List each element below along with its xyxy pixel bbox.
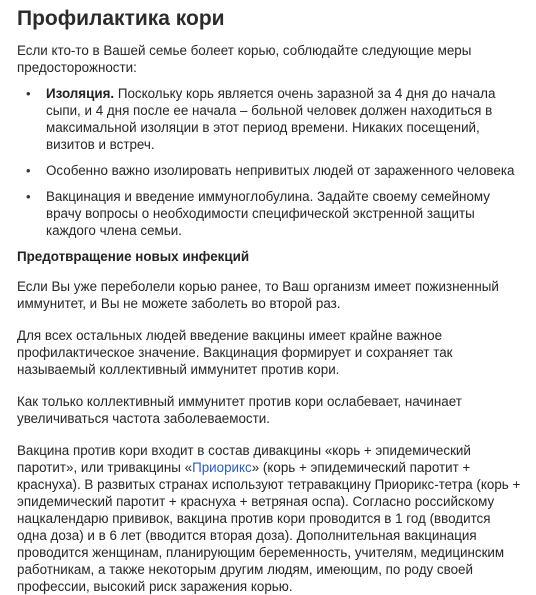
paragraph-vaccine-composition: [17, 442, 522, 595]
list-item-text: Особенно важно изолировать непривитых людей от зараженного человека: [46, 163, 515, 178]
intro-text: Если кто-то в Вашей семье болеет корью, соблюдайте следующие меры предосторожности:: [17, 43, 472, 75]
paragraph-text: » (корь + эпидемический паротит + краснуха). В развитых странах используют тетравакцину Приорикс-тетра (корь + эпидемический паротит + краснуха + ветряная оспа). Согласно российскому нацкалендарю прививок, вакцина против кори проводится в 1 год (вводится одна доза) и в 6 лет (вводится вторая доза). Дополнительная вакцинация проводится женщинам, планирующим беременность, учителям, медицинским работникам, а также некоторым другим людям, имеющим, по роду своей профессии, высокий риск заражения корью.: [17, 460, 521, 594]
bullet-icon: •: [26, 86, 31, 101]
list-item-text: Вакцинация и введение иммуноглобулина. Задайте своему семейному врачу вопросы о необходимости специфической экстренной защиты каждого члена семьи.: [46, 189, 490, 238]
list-item-isolate-unvaccinated: [17, 162, 522, 179]
paragraph-text: Вакцина против кори входит в состав дивакцины «корь + эпидемический паротит», или тривакцины «: [17, 443, 471, 475]
page-title: Профилактика кори: [17, 7, 225, 30]
paragraph-lifelong-immunity: Если Вы уже переболели корью ранее, то Ваш организм имеет пожизненный иммунитет, и Вы не можете заболеть во второй раз.: [17, 279, 499, 311]
paragraph-vaccine-importance: Для всех остальных людей введение вакцины имеет крайне важное профилактическое значение. Вакцинация формирует и сохраняет так называемый коллективный иммунитет против кори.: [17, 328, 453, 377]
list-item-isolation: [17, 85, 522, 153]
list-item-text: Поскольку корь является очень заразной за 4 дня до начала сыпи, и 4 дня после ее начала – больной человек должен находиться в максимальной изоляции в этот период времени. Никаких посещений, визитов и встреч.: [46, 86, 496, 152]
priorix-link[interactable]: Приорикс: [192, 460, 252, 475]
paragraph-collective-immunity: Как только коллективный иммунитет против кори ослабевает, начинает увеличиваться частота заболеваемости.: [17, 394, 462, 426]
list-item-vaccination: [17, 188, 522, 239]
precautions-list: [17, 85, 522, 239]
list-item-bold-label: Изоляция.: [46, 86, 115, 101]
section-heading: Предотвращение новых инфекций: [17, 249, 250, 264]
bullet-icon: •: [26, 189, 31, 204]
bullet-icon: •: [26, 163, 31, 178]
